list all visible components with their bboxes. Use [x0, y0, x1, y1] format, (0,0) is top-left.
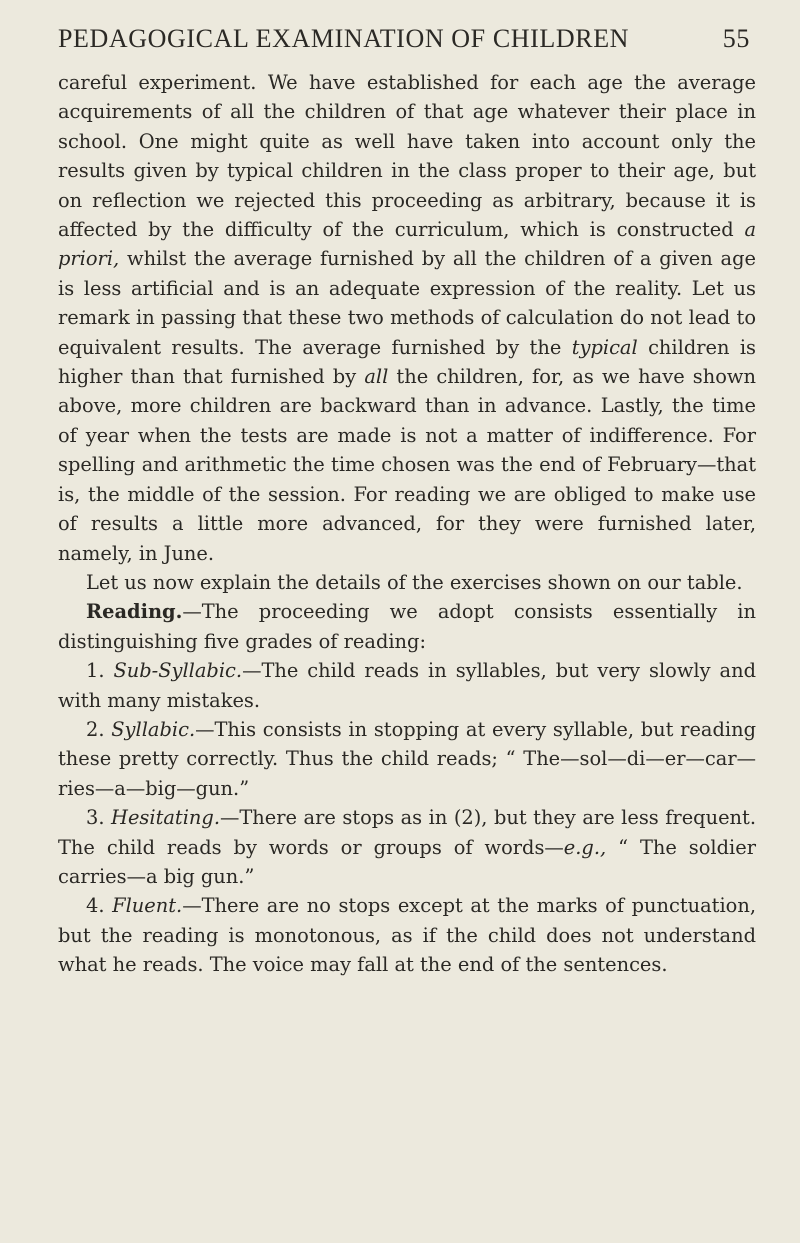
item-label: Syllabic. — [111, 717, 196, 741]
paragraph-table-intro: Let us now explain the details of the exercises shown on our table. — [86, 570, 743, 594]
item-text: —This consists in stopping at every syllable, but reading these pretty correctly. Thus the child reads; “ The—sol—di—er—car—ries—a—big—gun.” — [58, 717, 756, 800]
item-italic-eg: e.g., — [563, 835, 607, 859]
p1-italic-typical: typical — [571, 335, 638, 359]
page-number: 55 — [722, 24, 750, 53]
item-number: 1. — [86, 659, 105, 683]
p1-text-d: the children, for, as we have shown above, more children are backward than in advance. Lastly, the time of year when the tests are made is not a matter of indifference. For spelling and arithmetic the time chosen was the end of February—that is, the middle of the session. For reading we are obliged to make use of results a little more advanced, for they were furnished later, namely, in June. — [58, 365, 757, 565]
list-item-hesitating — [58, 803, 756, 891]
p1-text-c: children is higher than that furnished by — [58, 335, 756, 389]
running-head — [58, 24, 756, 54]
item-text-b: “ The soldier carries—a big gun.” — [58, 835, 756, 888]
p1-text-a: careful experiment. We have established for each age the average acquirements of all the children of that age whatever their place in school. One might quite as well have taken into account only the results given by typical children in the class proper to their age, but on reflection we rejected this proceeding as arbitrary, because it is affected by the difficulty of the curriculum, which is constructed — [58, 71, 756, 242]
p1-text-b: whilst the average furnished by all the children of a given age is less artificial and is an adequate expression of the reality. Let us remark in passing that these two methods of calculation do not lead to equivalent results. The average furnished by the — [58, 247, 756, 359]
item-text: —There are no stops except at the marks of punctuation, but the reading is monotonous, as if the child does not understand what he reads. The voice may fall at the end of the sentences. — [58, 894, 756, 977]
item-number: 3. — [86, 806, 105, 830]
item-label: Hesitating. — [111, 806, 220, 830]
list-item-syllabic — [58, 715, 756, 803]
list-item-fluent — [58, 891, 756, 979]
item-label: Sub-Syllabic. — [113, 659, 243, 683]
list-item-sub-syllabic — [58, 656, 756, 715]
paragraph-reading — [58, 597, 756, 656]
paragraph-continuation — [58, 68, 756, 568]
reading-text: —The proceeding we adopt consists essentially in distinguishing five grades of reading: — [58, 600, 756, 653]
p1-italic-all: all — [364, 365, 389, 389]
item-number: 2. — [86, 717, 105, 741]
reading-heading: Reading. — [86, 600, 183, 624]
p1-italic-a-priori: a priori, — [58, 218, 756, 271]
item-text: —The child reads in syllables, but very slowly and with many mistakes. — [58, 659, 756, 712]
body-text — [58, 68, 756, 980]
item-number: 4. — [86, 894, 105, 918]
item-text-a: —There are stops as in (2), but they are less frequent. The child reads by words or groups of words— — [58, 806, 756, 859]
item-label: Fluent. — [112, 894, 183, 918]
running-title: PEDAGOGICAL EXAMINATION OF CHILDREN — [58, 24, 630, 53]
